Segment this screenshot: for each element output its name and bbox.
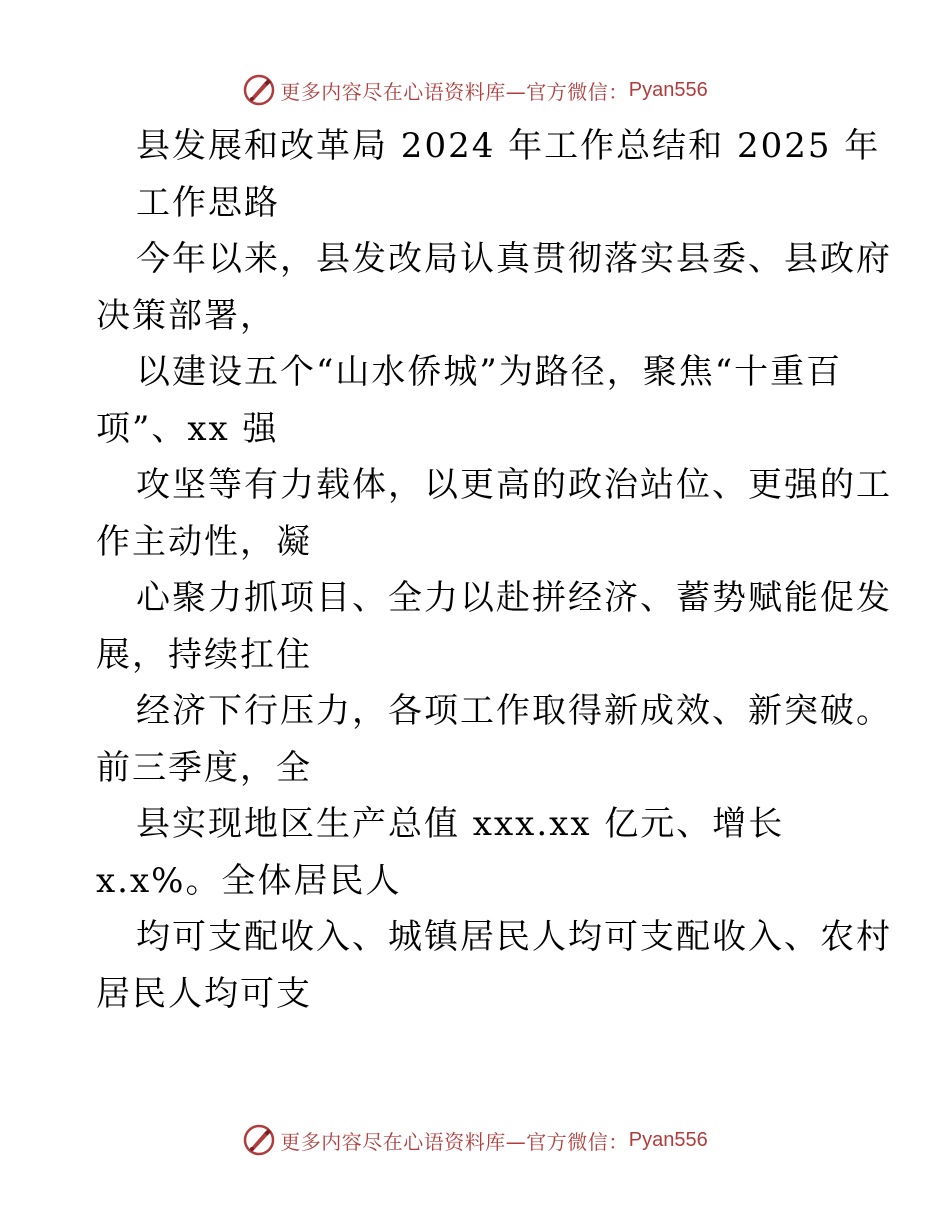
footer-wechat-id: Pyan556 [628, 1128, 708, 1151]
paragraph-line: 前三季度，全 [96, 747, 312, 788]
paragraph-line: 县实现地区生产总值 xxx.xx 亿元、增长 [136, 804, 785, 844]
paragraph-line: 经济下行压力，各项工作取得新成效、新突破。 [136, 691, 892, 731]
pen-logo-icon [242, 73, 276, 107]
pen-logo-icon [242, 1123, 276, 1157]
footer-banner-text: 更多内容尽在心语资料库—官方微信： [280, 1129, 629, 1154]
paragraph-line: 以建设五个“山水侨城”为路径，聚焦“十重百 [136, 352, 843, 392]
header-banner [0, 70, 950, 110]
paragraph-line: 项”、xx 强 [96, 408, 279, 449]
paragraph-line: 居民人均可支 [96, 973, 312, 1014]
paragraph-line: 心聚力抓项目、全力以赴拼经济、蓄势赋能促发 [136, 578, 892, 618]
document-title-line: 工作思路 [136, 182, 280, 223]
paragraph-line: x.x%。全体居民人 [96, 860, 402, 901]
paragraph-line: 展，持续扛住 [96, 634, 312, 675]
document-title-line: 县发展和改革局 2024 年工作总结和 2025 年 [136, 126, 881, 166]
paragraph-line: 均可支配收入、城镇居民人均可支配收入、农村 [136, 917, 892, 957]
document-body [96, 118, 892, 1022]
paragraph-line: 今年以来，县发改局认真贯彻落实县委、县政府 [136, 239, 892, 279]
paragraph-line: 决策部署， [96, 295, 276, 336]
header-wechat-id: Pyan556 [628, 78, 708, 101]
paragraph-line: 作主动性，凝 [96, 521, 312, 562]
paragraph-line: 攻坚等有力载体，以更高的政治站位、更强的工 [136, 465, 892, 505]
footer-banner [0, 1120, 950, 1160]
header-banner-text: 更多内容尽在心语资料库—官方微信： [280, 79, 629, 104]
